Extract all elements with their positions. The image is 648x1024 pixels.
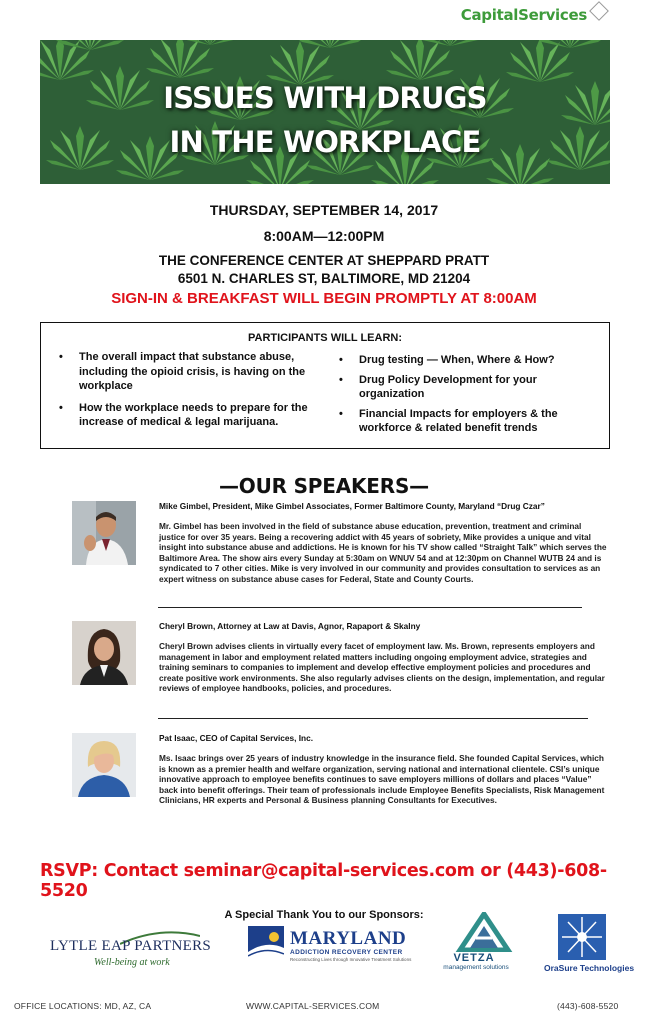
speaker-name: Cheryl Brown, Attorney at Law at Davis, Agnor, Rapaport & Skalny	[159, 621, 421, 631]
rsvp-line: RSVP: Contact seminar@capital-services.com or (443)-608-5520	[40, 861, 607, 901]
event-venue: THE CONFERENCE CENTER AT SHEPPARD PRATT	[158, 253, 490, 268]
speaker-name: Mike Gimbel, President, Mike Gimbel Associates, Former Baltimore County, Maryland “Drug Czar”	[159, 501, 545, 511]
speaker-photo	[72, 733, 136, 797]
maryland-tagline: Reconstructing Lives through Innovative Treatment Solutions	[290, 957, 412, 962]
vetza-sub: management solutions	[443, 964, 509, 971]
lytle-name: LYTLE EAP PARTNERS	[50, 938, 212, 954]
orasure-name: OraSure Technologies	[544, 963, 635, 973]
maryland-sub: ADDICTION RECOVERY CENTER	[290, 949, 403, 956]
learning-item: • Drug Policy Development for your organization	[339, 373, 594, 402]
learning-box	[40, 322, 610, 449]
maryland-arc-logo	[248, 926, 413, 968]
event-time: 8:00AM—12:00PM	[263, 228, 385, 244]
event-address: 6501 N. CHARLES ST, BALTIMORE, MD 21204	[177, 271, 471, 286]
vetza-triangle-icon	[454, 912, 514, 952]
learning-item: • How the workplace needs to prepare for the increase of medical & legal marijuana.	[59, 401, 329, 430]
divider	[158, 718, 588, 719]
brand-name: CapitalServices	[460, 6, 587, 24]
divider	[158, 607, 582, 608]
speaker-name: Pat Isaac, CEO of Capital Services, Inc.	[159, 733, 314, 743]
event-date: THURSDAY, SEPTEMBER 14, 2017	[209, 202, 439, 218]
maryland-name: MARYLAND	[290, 928, 407, 949]
diamond-icon	[589, 1, 609, 21]
learning-item: • Drug testing — When, Where & How?	[339, 353, 594, 368]
orasure-logo	[544, 912, 635, 978]
footer-offices: OFFICE LOCATIONS: MD, AZ, CA	[14, 1001, 152, 1011]
speaker-bio: Ms. Isaac brings over 25 years of industry knowledge in the insurance field. She founded Capital Services, which is known as a premier health and welfare organization, serving national and international clientele. CSI’s unique innovative approach to employee benefits continues to save employers millions of dollars and places “Value” back into benefit offerings. Their team of professionals include Employee Benefits Specialists, Risk Management Clinicians, HR experts and Personal & Business planning Consultants for Executives.	[159, 753, 605, 806]
vetza-name: VETZA	[453, 952, 495, 964]
speaker-bio: Cheryl Brown advises clients in virtually every facet of employment law. Ms. Brown, represents employers and management in labor and employment related matters including ongoing employment advice, strategies and training seminars to companies to implement and develop effective employment policies and procedures and create positive work environments. She also regularly advises clients on the design, implementation, and regular reviews of employee handbooks, policies, and procedures.	[159, 641, 605, 694]
learning-list-right	[339, 353, 594, 441]
hero-title-line1: ISSUES WITH DRUGS	[163, 81, 487, 115]
signin-notice: SIGN-IN & BREAKFAST WILL BEGIN PROMPTLY AT 8:00AM	[111, 290, 537, 307]
footer-phone: (443)-608-5520	[557, 1001, 619, 1011]
vetza-logo	[444, 912, 524, 976]
speaker-photo	[72, 621, 136, 685]
learning-item: • Financial Impacts for employers & the workforce & related benefit trends	[339, 407, 594, 436]
sponsors-heading: A Special Thank You to our Sponsors:	[224, 909, 424, 921]
footer-website[interactable]: WWW.CAPITAL-SERVICES.COM	[246, 1001, 380, 1011]
orasure-burst-icon	[544, 912, 622, 962]
hero-title	[40, 76, 610, 164]
lytle-eap-logo	[50, 930, 212, 970]
maryland-emblem-icon	[248, 926, 284, 962]
speakers-heading: —OUR SPEAKERS—	[219, 474, 429, 498]
capital-services-logo	[461, 6, 606, 24]
learning-heading: PARTICIPANTS WILL LEARN:	[248, 332, 402, 344]
lytle-tagline: Well-being at work	[94, 957, 170, 968]
hero-title-line2: IN THE WORKPLACE	[169, 125, 481, 159]
learning-item: • The overall impact that substance abuse, including the opioid crisis, is having on the workplace	[59, 350, 329, 394]
speaker-bio: Mr. Gimbel has been involved in the field of substance abuse education, prevention, treatment and criminal justice for over 35 years. Being a recovering addict with 45 years of sobriety, Mike provides a unique and vital insight into substance abuse and addictions. He is known for his TV show called “Straight Talk” which serves the Baltimore Area. The show airs every Sunday at 5:30am on WNUV 54 and at 12:30pm on Channel WUTB 24 and is syndicated to 7 other cities. Mike is very involved in our community and provides consultation to services as an expert witness on substance abuse cases for Federal, State and County Courts.	[159, 521, 607, 584]
learning-list-left	[59, 350, 329, 437]
hero-banner	[40, 40, 610, 184]
speaker-photo	[72, 501, 136, 565]
